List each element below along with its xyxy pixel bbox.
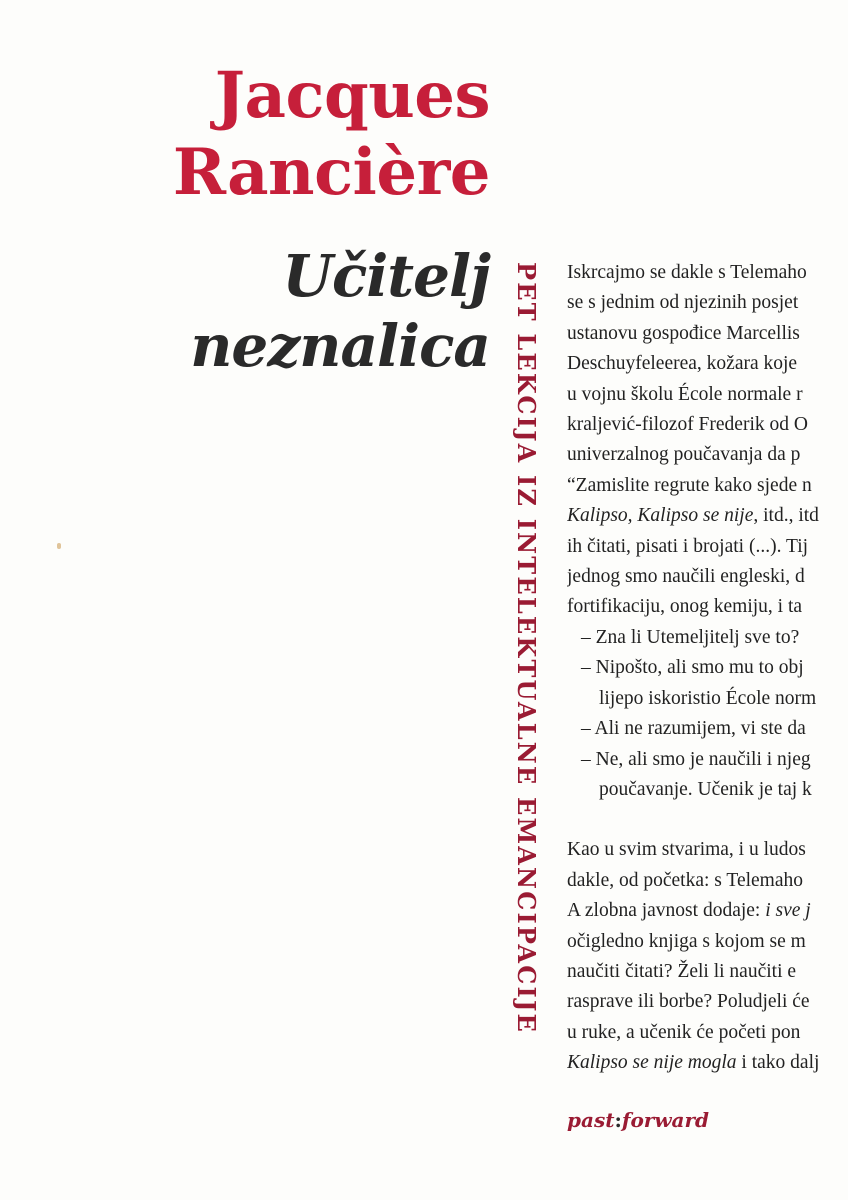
dialogue-line: – Ali ne razumijem, vi ste da [581,718,806,740]
blurb-line: ih čitati, pisati i brojati (...). Tij [567,535,809,557]
blurb-line: “Zamislite regrute kako sjede n [567,474,812,496]
author-first-name: Jacques [214,58,490,133]
blurb-line: se s jednim od njezinih posjet [567,292,799,314]
back-cover-blurb [567,258,848,1079]
blurb-line: kraljević-filozof Frederik od O [567,414,808,436]
dialogue-line: – Nipošto, ali smo mu to obj [581,657,804,679]
blurb-line [567,896,848,926]
blurb-line: dakle, od početka: s Telemaho [567,869,803,891]
book-title-line-1: Učitelj [282,242,490,310]
publisher-separator: : [614,1108,622,1132]
blurb-line: Deschuyfeleerea, kožara koje [567,353,798,375]
dialogue-line: poučavanje. Učenik je taj k [599,778,812,800]
paragraph-gap [567,805,848,835]
paper-speck [57,543,61,549]
book-title-line-2: neznalica [190,311,490,380]
blurb-line [567,1048,848,1078]
blurb-line: u vojnu školu École normale r [567,383,803,405]
blurb-line: jednog smo naučili engleski, d [567,566,805,588]
blurb-line: Iskrcajmo se dakle s Telemaho [567,262,807,283]
book-title [190,242,490,381]
blurb-line: naučiti čitati? Želi li naučiti e [567,960,797,982]
publisher-logo [567,1108,709,1132]
blurb-italic: Kalipso, Kalipso se nije [567,505,754,527]
publisher-part-2: forward [621,1108,710,1132]
blurb-italic: i sve j [765,900,811,922]
blurb-italic: Kalipso se nije mogla [567,1052,737,1074]
blurb-line: u ruke, a učenik će početi pon [567,1021,801,1043]
subtitle-vertical: PET LEKCIJA IZ INTELEKTUALNE EMANCIPACIJE [512,262,541,1035]
author-last-name: Rancière [172,134,490,210]
blurb-line: Kao u svim stvarima, i u ludos [567,839,806,861]
blurb-text: , itd., itd [753,505,819,527]
blurb-text: A zlobna javnost dodaje: [567,900,766,922]
dialogue-line: – Zna li Utemeljitelj sve to? [581,626,800,648]
dialogue-line: lijepo iskoristio École norm [599,687,817,709]
publisher-part-1: past [567,1108,615,1132]
blurb-line: ustanovu gospođice Marcellis [567,322,800,344]
blurb-line: rasprave ili borbe? Poludjeli će [567,991,810,1013]
blurb-line: fortifikaciju, onog kemiju, i ta [567,596,803,618]
blurb-line [567,501,848,531]
blurb-line: očigledno knjiga s kojom se m [567,930,806,952]
author-name [173,58,490,212]
blurb-text: i tako dalj [736,1052,820,1074]
blurb-line: univerzalnog poučavanja da p [567,444,801,466]
dialogue-line: – Ne, ali smo je naučili i njeg [581,748,811,770]
